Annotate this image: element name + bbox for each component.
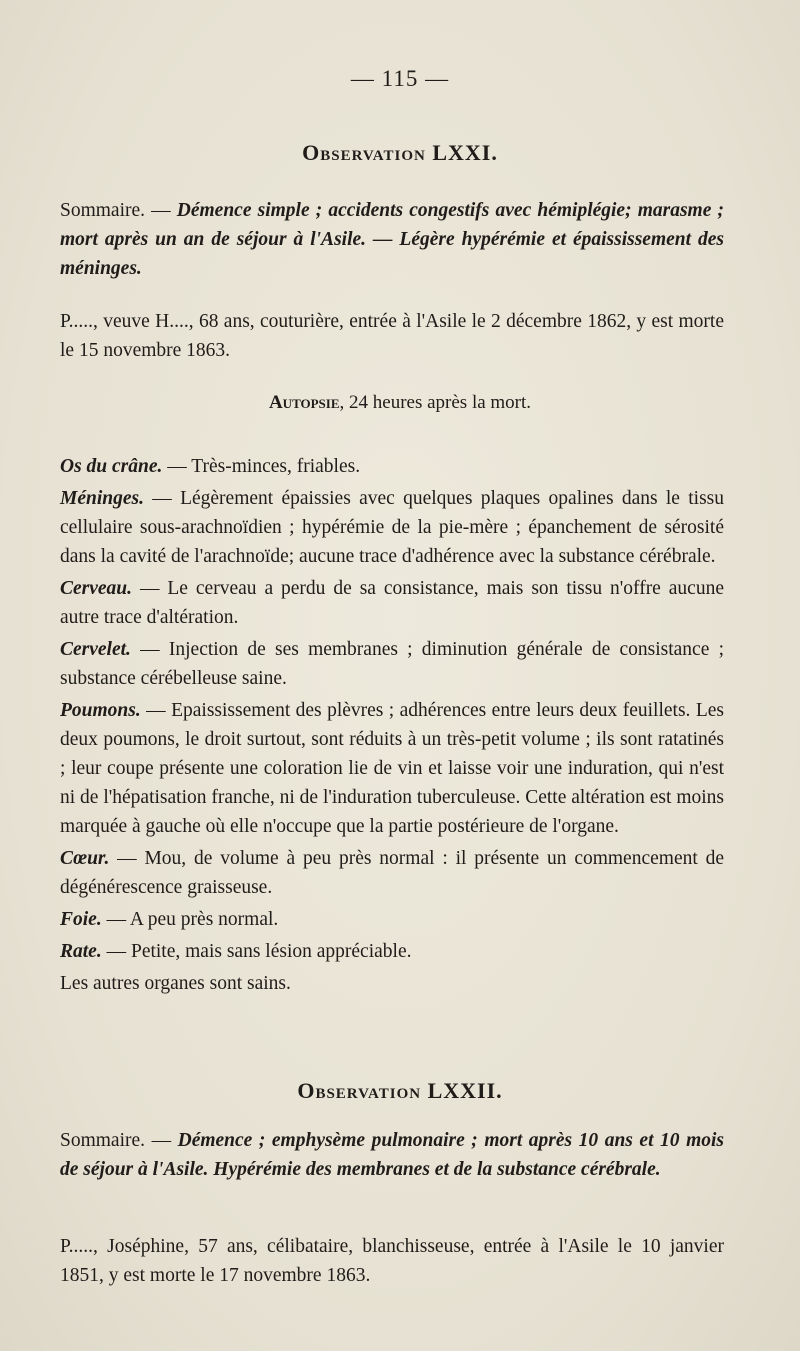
finding-cerveau [60, 574, 724, 632]
observation-71-summary [60, 196, 724, 283]
finding-label: Cerveau. [60, 578, 133, 599]
finding-label: Cervelet. [60, 639, 131, 660]
finding-text: — A peu près normal. [101, 909, 279, 930]
finding-label: Cœur. [60, 848, 110, 869]
summary-label: Sommaire. — [60, 1130, 178, 1151]
observation-71-heading: Observation LXXI. [302, 140, 498, 165]
finding-poumons [60, 696, 724, 841]
observation-72-summary [60, 1126, 724, 1184]
observation-71-patient [60, 307, 724, 365]
autopsie-text: , 24 heures après la mort. [339, 392, 532, 413]
finding-text: — Epaississement des plèvres ; adhérences entre leurs deux feuillets. Les deux poumons, le droit surtout, sont réduits à un très-petit volume ; ils sont ratatinés ; leur coupe présente une coloration lie de vin et laisse voir une induration, qui n'est ni de l'hépatisation franche, ni de l'induration tuberculeuse. Cette altération est moins marquée à gauche où elle n'occupe que la partie postérieure de l'organe. [60, 700, 724, 837]
closing-line: Les autres organes sont sains. [60, 973, 291, 994]
finding-label: Os du crâne. [60, 456, 163, 477]
finding-text: — Légèrement épaissies avec quelques plaques opalines dans le tissu cellulaire sous-arachnoïdien ; hypérémie de la pie-mère ; épanchement de sérosité dans la cavité de l'arachnoïde; aucune trace d'adhérence avec la substance cérébrale. [60, 488, 724, 567]
observation-72-patient [60, 1232, 724, 1290]
findings-list [60, 452, 724, 998]
finding-rate [60, 937, 724, 966]
finding-os [60, 452, 724, 481]
finding-text: — Très-minces, friables. [162, 456, 361, 477]
finding-label: Foie. [60, 909, 102, 930]
finding-label: Méninges. [60, 488, 144, 509]
patient-paragraph: P....., veuve H...., 68 ans, couturière, entrée à l'Asile le 2 décembre 1862, y est morte le 15 novembre 1863. [60, 311, 724, 361]
finding-cervelet [60, 635, 724, 693]
finding-meninges [60, 484, 724, 571]
summary-text: Démence ; emphysème pulmonaire ; mort après 10 ans et 10 mois de séjour à l'Asile. Hypérémie des membranes et de la substance cérébrale. [60, 1130, 724, 1180]
finding-foie [60, 905, 724, 934]
finding-text: — Petite, mais sans lésion appréciable. [101, 941, 412, 962]
summary-text: Démence simple ; accidents congestifs avec hémiplégie; marasme ; mort après un an de séjour à l'Asile. — Légère hypérémie et épaississement des méninges. [60, 200, 724, 279]
page-number: — 115 — [350, 66, 450, 91]
finding-label: Poumons. [60, 700, 141, 721]
autopsie-label: Autopsie [268, 392, 340, 413]
finding-text: — Injection de ses membranes ; diminution générale de consistance ; substance cérébelleuse saine. [60, 639, 724, 689]
finding-label: Rate. [60, 941, 102, 962]
summary-label: Sommaire. — [60, 200, 177, 221]
finding-text: — Mou, de volume à peu près normal : il présente un commencement de dégénérescence graisseuse. [60, 848, 724, 898]
observation-72-heading: Observation LXXII. [297, 1078, 503, 1103]
patient-paragraph: P....., Joséphine, 57 ans, célibataire, blanchisseuse, entrée à l'Asile le 10 janvier 1851, y est morte le 17 novembre 1863. [60, 1236, 724, 1286]
finding-coeur [60, 844, 724, 902]
autopsie-line [0, 392, 800, 414]
finding-text: — Le cerveau a perdu de sa consistance, mais son tissu n'offre aucune autre trace d'altération. [60, 578, 724, 628]
